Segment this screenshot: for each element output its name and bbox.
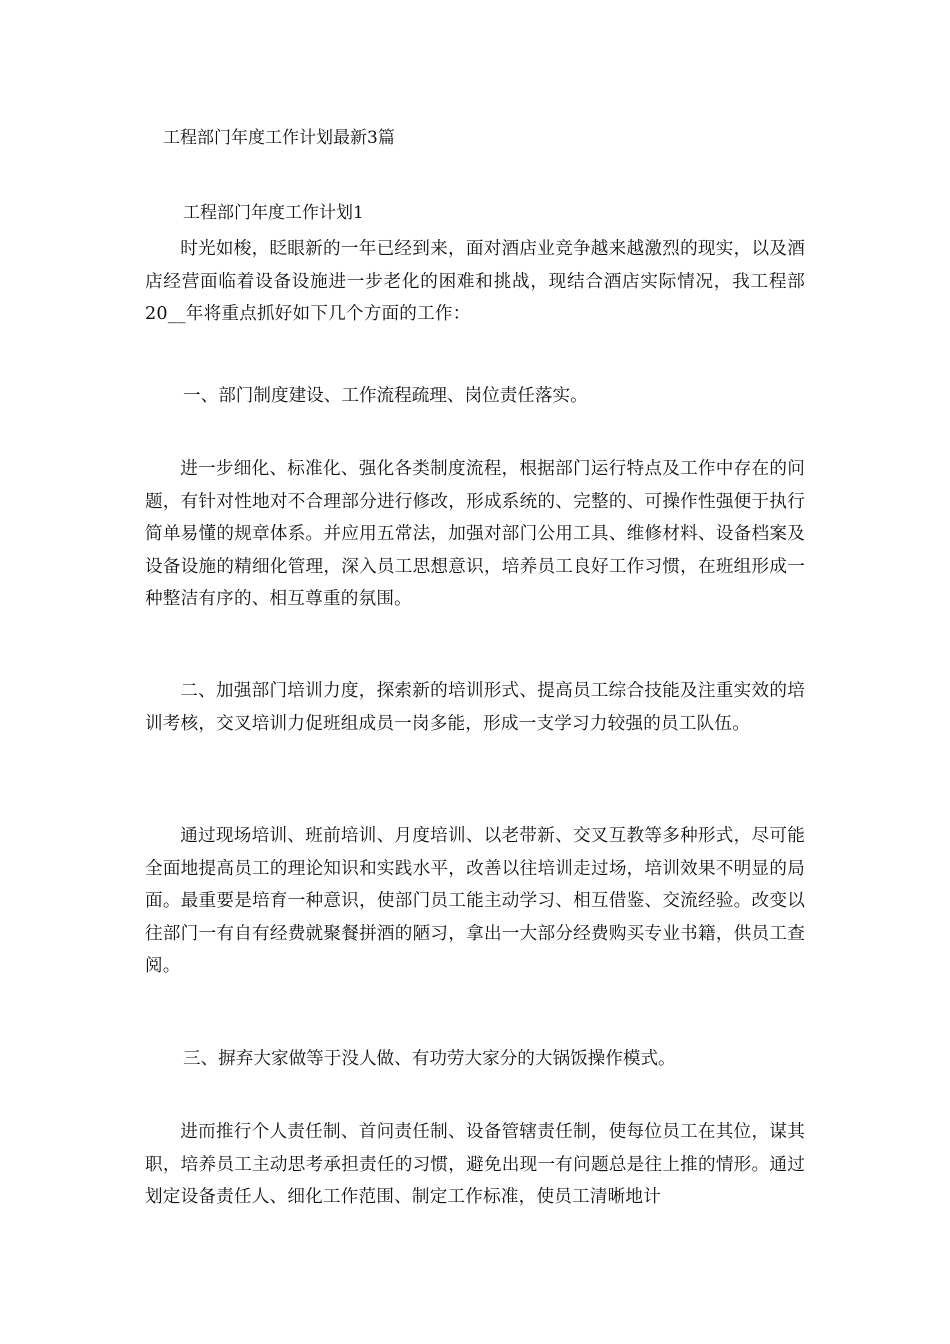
paragraph-one: 进一步细化、标准化、强化各类制度流程，根据部门运行特点及工作中存在的问题，有针对性地对不合理部分进行修改，形成系统的、完整的、可操作性强便于执行简单易懂的规章体系。并应用五常法，加强对部门公用工具、维修材料、设备档案及设备设施的精细化管理，深入员工思想意识，培养员工良好工作习惯，在班组形成一种整洁有序的、相互尊重的氛围。 — [145, 459, 805, 609]
heading-three: 三、摒弃大家做等于没人做、有功劳大家分的大锅饭操作模式。 — [183, 1049, 676, 1069]
document-title: 工程部门年度工作计划最新3篇 — [163, 128, 395, 148]
paragraph-two: 二、加强部门培训力度，探索新的培训形式、提高员工综合技能及注重实效的培训考核，交叉培训力促班组成员一岗多能，形成一支学习力较强的员工队伍。 — [145, 681, 805, 734]
heading-one: 一、部门制度建设、工作流程疏理、岗位责任落实。 — [183, 386, 588, 406]
paragraph-three: 通过现场培训、班前培训、月度培训、以老带新、交叉互教等多种形式，尽可能全面地提高员工的理论知识和实践水平，改善以往培训走过场，培训效果不明显的局面。最重要是培育一种意识，使部门员工能主动学习、相互借鉴、交流经验。改变以往部门一有自有经费就聚餐拼酒的陋习，拿出一大部分经费购买专业书籍，供员工查阅。 — [145, 826, 805, 976]
intro-paragraph: 时光如梭，眨眼新的一年已经到来，面对酒店业竞争越来越激烈的现实，以及酒店经营面临着设备设施进一步老化的困难和挑战，现结合酒店实际情况，我工程部20__年将重点抓好如下几个方面的工作： — [145, 239, 805, 324]
paragraph-four: 进而推行个人责任制、首问责任制、设备管辖责任制，使每位员工在其位，谋其职，培养员工主动思考承担责任的习惯，避免出现一有问题总是往上推的情形。通过划定设备责任人、细化工作范围、制定工作标准，使员工清晰地计 — [145, 1122, 805, 1207]
section-title: 工程部门年度工作计划1 — [183, 203, 364, 223]
